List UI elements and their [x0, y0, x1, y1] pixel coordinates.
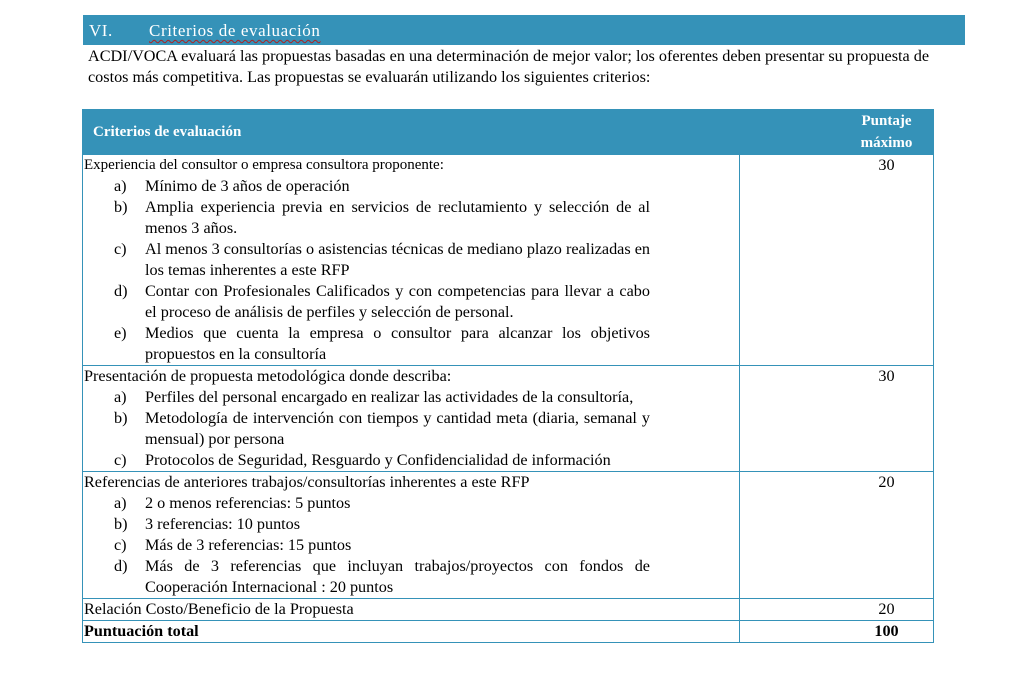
criteria-table: [82, 109, 934, 643]
list-item: [114, 239, 650, 281]
item-text: 3 referencias: 10 puntos: [145, 515, 301, 533]
list-item: [114, 450, 650, 471]
header-max-score: Puntaje máximo: [740, 110, 934, 155]
section-header: [83, 15, 965, 45]
criteria-lead: Presentación de propuesta metodológica donde describa:: [84, 367, 452, 385]
list-item: [114, 281, 650, 323]
item-text: 2 o menos referencias: 5 puntos: [145, 494, 351, 512]
list-item: [114, 556, 650, 598]
item-marker: b): [114, 198, 128, 216]
score-cell: 30: [740, 155, 934, 366]
item-marker: d): [114, 557, 128, 575]
item-text: Amplia experiencia previa en servicios de reclutamiento y selección de al menos 3 años.: [145, 198, 650, 237]
criteria-cell: [83, 599, 740, 621]
criteria-lead: Experiencia del consultor o empresa consultora proponente:: [84, 157, 444, 173]
item-marker: c): [114, 451, 127, 469]
criteria-items: [114, 493, 650, 598]
total-row: [83, 621, 934, 643]
item-marker: c): [114, 240, 127, 258]
score-cell: 30: [740, 366, 934, 472]
list-item: [114, 387, 650, 408]
table-header-row: [83, 110, 934, 155]
item-text: Al menos 3 consultorías o asistencias técnicas de mediano plazo realizadas en los temas inherentes a este RFP: [145, 240, 650, 279]
criteria-lead: Referencias de anteriores trabajos/consultorías inherentes a este RFP: [84, 473, 530, 491]
item-marker: b): [114, 409, 128, 427]
total-score: 100: [740, 621, 934, 643]
criteria-cell: [83, 366, 740, 472]
list-item: [114, 197, 650, 239]
item-marker: b): [114, 515, 128, 533]
list-item: [114, 514, 650, 535]
list-item: [114, 535, 650, 556]
table-row: [83, 472, 934, 599]
section-title: Criterios de evaluación: [149, 21, 321, 40]
item-text: Protocolos de Seguridad, Resguardo y Confidencialidad de información: [145, 451, 611, 469]
item-marker: c): [114, 536, 127, 554]
intro-paragraph: ACDI/VOCA evaluará las propuestas basadas en una determinación de mejor valor; los oferentes deben presentar su propuesta de costos más competitiva. Las propuestas se evaluarán utilizando los siguientes criterios:: [88, 47, 930, 86]
header-criteria: Criterios de evaluación: [83, 110, 740, 155]
table-row: [83, 599, 934, 621]
item-text: Perfiles del personal encargado en realizar las actividades de la consultoría,: [145, 388, 634, 406]
list-item: [114, 323, 650, 365]
criteria-lead: Relación Costo/Beneficio de la Propuesta: [84, 600, 354, 618]
score-cell: 20: [740, 599, 934, 621]
item-marker: a): [114, 388, 127, 406]
table-row: [83, 155, 934, 366]
total-label: Puntuación total: [83, 621, 740, 643]
section-number: VI.: [89, 21, 113, 40]
table-row: [83, 366, 934, 472]
item-text: Mínimo de 3 años de operación: [145, 177, 350, 195]
item-marker: a): [114, 494, 127, 512]
criteria-cell: [83, 155, 740, 366]
score-cell: 20: [740, 472, 934, 599]
item-marker: d): [114, 282, 128, 300]
list-item: [114, 408, 650, 450]
item-text: Más de 3 referencias: 15 puntos: [145, 536, 352, 554]
item-text: Medios que cuenta la empresa o consultor para alcanzar los objetivos propuestos en la consultoría: [145, 324, 650, 363]
item-text: Contar con Profesionales Calificados y con competencias para llevar a cabo el proceso de análisis de perfiles y selección de personal.: [145, 282, 650, 321]
item-marker: e): [114, 324, 127, 342]
item-text: Metodología de intervención con tiempos y cantidad meta (diaria, semanal y mensual) por persona: [145, 409, 650, 448]
criteria-items: [114, 387, 650, 471]
item-marker: a): [114, 177, 127, 195]
list-item: [114, 176, 650, 197]
criteria-cell: [83, 472, 740, 599]
list-item: [114, 493, 650, 514]
criteria-items: [114, 176, 650, 365]
item-text: Más de 3 referencias que incluyan trabajos/proyectos con fondos de Cooperación Internacional : 20 puntos: [145, 557, 650, 596]
